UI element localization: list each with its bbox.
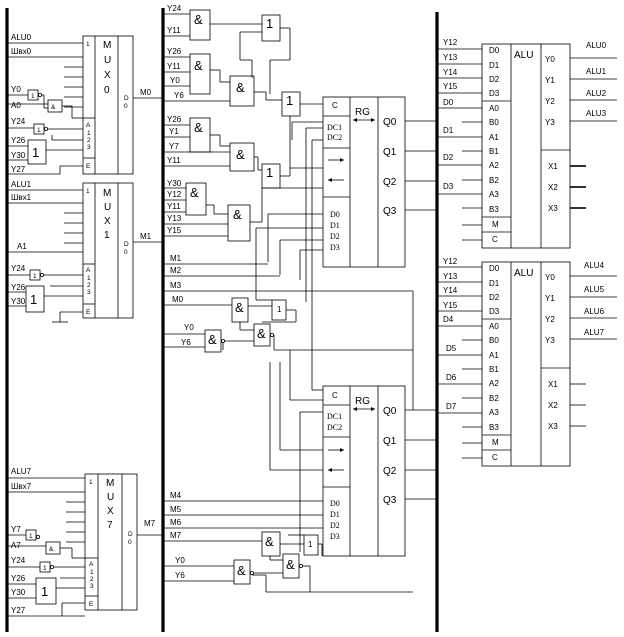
svg-text:Y1: Y1 bbox=[545, 294, 555, 303]
svg-text:&: & bbox=[233, 207, 242, 222]
svg-text:U: U bbox=[104, 202, 112, 213]
svg-text:Y6: Y6 bbox=[174, 91, 184, 100]
svg-text:&: & bbox=[194, 120, 203, 135]
svg-text:Y0: Y0 bbox=[184, 323, 194, 332]
svg-text:D3: D3 bbox=[443, 182, 454, 191]
svg-text:Y3: Y3 bbox=[545, 118, 555, 127]
svg-text:Y14: Y14 bbox=[443, 68, 458, 77]
svg-text:D1: D1 bbox=[330, 510, 340, 519]
svg-text:DC1: DC1 bbox=[327, 412, 343, 421]
svg-text:ALU7: ALU7 bbox=[584, 328, 605, 337]
svg-text:Y26: Y26 bbox=[167, 115, 182, 124]
svg-text:D0: D0 bbox=[489, 264, 500, 273]
svg-text:U: U bbox=[107, 492, 115, 503]
svg-text:M2: M2 bbox=[170, 266, 182, 275]
svg-text:Y24: Y24 bbox=[167, 4, 182, 13]
svg-text:Y1: Y1 bbox=[545, 76, 555, 85]
svg-text:A: A bbox=[89, 561, 94, 568]
svg-text:Y0: Y0 bbox=[545, 273, 555, 282]
svg-text:3: 3 bbox=[90, 583, 94, 590]
svg-text:D2: D2 bbox=[330, 521, 340, 530]
svg-text:Q2: Q2 bbox=[383, 466, 397, 477]
svg-text:Y11: Y11 bbox=[167, 202, 181, 211]
svg-text:D0: D0 bbox=[489, 46, 500, 55]
svg-text:&: & bbox=[49, 546, 54, 553]
svg-text:B2: B2 bbox=[489, 394, 499, 403]
svg-text:A2: A2 bbox=[489, 379, 499, 388]
svg-text:Y30: Y30 bbox=[11, 588, 26, 597]
svg-text:1: 1 bbox=[277, 305, 282, 314]
svg-text:M0: M0 bbox=[172, 295, 184, 304]
svg-text:0: 0 bbox=[124, 103, 128, 110]
svg-text:2: 2 bbox=[87, 282, 91, 289]
svg-text:Y3: Y3 bbox=[545, 336, 555, 345]
svg-text:Y13: Y13 bbox=[167, 214, 182, 223]
svg-text:Q1: Q1 bbox=[383, 147, 397, 158]
svg-text:A: A bbox=[86, 122, 91, 129]
svg-text:Y11: Y11 bbox=[167, 62, 181, 71]
svg-text:D3: D3 bbox=[330, 243, 340, 252]
svg-text:Y24: Y24 bbox=[11, 556, 26, 565]
mux1-in-shvx1: Швх1 bbox=[11, 193, 32, 202]
svg-text:&: & bbox=[236, 147, 245, 162]
svg-text:1: 1 bbox=[86, 188, 90, 195]
svg-text:D: D bbox=[124, 241, 129, 248]
svg-text:A3: A3 bbox=[489, 190, 499, 199]
svg-text:M1: M1 bbox=[170, 254, 182, 263]
svg-text:Y15: Y15 bbox=[443, 301, 458, 310]
svg-text:D2: D2 bbox=[443, 153, 454, 162]
svg-text:D3: D3 bbox=[330, 532, 340, 541]
svg-text:X1: X1 bbox=[548, 162, 558, 171]
svg-text:ALU6: ALU6 bbox=[584, 307, 605, 316]
svg-text:1: 1 bbox=[308, 540, 313, 549]
rg-top-title: RG bbox=[355, 107, 370, 118]
svg-text:Q0: Q0 bbox=[383, 406, 397, 417]
svg-text:ALU3: ALU3 bbox=[586, 109, 607, 118]
svg-text:Y12: Y12 bbox=[167, 190, 182, 199]
svg-text:Y15: Y15 bbox=[167, 226, 182, 235]
svg-text:D2: D2 bbox=[489, 75, 500, 84]
svg-text:Y2: Y2 bbox=[545, 97, 555, 106]
control-logic-top bbox=[163, 4, 323, 241]
svg-text:B1: B1 bbox=[489, 147, 499, 156]
svg-text:Y12: Y12 bbox=[443, 257, 458, 266]
svg-text:D0: D0 bbox=[443, 98, 454, 107]
svg-text:Q1: Q1 bbox=[383, 436, 397, 447]
svg-text:M6: M6 bbox=[170, 518, 182, 527]
svg-text:2: 2 bbox=[87, 137, 91, 144]
register-bottom bbox=[323, 386, 437, 556]
svg-text:C: C bbox=[492, 235, 498, 244]
mux0-title-2: X bbox=[104, 70, 111, 81]
rg-bot-title: RG bbox=[355, 396, 370, 407]
svg-text:D6: D6 bbox=[446, 373, 457, 382]
svg-text:Y15: Y15 bbox=[443, 82, 458, 91]
svg-text:1: 1 bbox=[41, 584, 49, 599]
svg-text:A0: A0 bbox=[489, 322, 499, 331]
mux7-out-m7: M7 bbox=[144, 519, 156, 528]
svg-text:Y30: Y30 bbox=[11, 151, 26, 160]
svg-text:Y0: Y0 bbox=[545, 55, 555, 64]
mid-bus-lines bbox=[163, 254, 413, 352]
svg-text:Y1: Y1 bbox=[169, 127, 179, 136]
mux0-block bbox=[7, 33, 163, 174]
svg-text:Y27: Y27 bbox=[11, 165, 26, 174]
svg-text:Y26: Y26 bbox=[11, 283, 26, 292]
svg-text:B1: B1 bbox=[489, 365, 499, 374]
svg-text:Q3: Q3 bbox=[383, 495, 397, 506]
svg-text:1: 1 bbox=[37, 127, 41, 134]
svg-text:A1: A1 bbox=[489, 133, 499, 142]
svg-text:Y30: Y30 bbox=[167, 179, 182, 188]
svg-text:C: C bbox=[332, 391, 338, 400]
svg-text:1: 1 bbox=[286, 93, 294, 108]
svg-text:ALU0: ALU0 bbox=[586, 41, 607, 50]
svg-text:0: 0 bbox=[128, 539, 132, 546]
svg-text:M: M bbox=[106, 478, 115, 489]
svg-text:&: & bbox=[194, 12, 203, 27]
mux0-title-0: M bbox=[103, 40, 112, 51]
svg-text:A7: A7 bbox=[11, 541, 21, 550]
mux0-in-alu0: ALU0 bbox=[11, 33, 32, 42]
svg-text:M5: M5 bbox=[170, 505, 182, 514]
svg-text:D3: D3 bbox=[489, 307, 500, 316]
svg-text:1: 1 bbox=[90, 569, 94, 576]
svg-text:3: 3 bbox=[87, 289, 91, 296]
svg-text:Q2: Q2 bbox=[383, 177, 397, 188]
svg-text:Y27: Y27 bbox=[11, 606, 26, 615]
mux0-title-3: 0 bbox=[104, 85, 110, 96]
svg-text:1: 1 bbox=[33, 273, 37, 280]
svg-text:Q0: Q0 bbox=[383, 117, 397, 128]
svg-text:X: X bbox=[104, 216, 111, 227]
svg-text:Y11: Y11 bbox=[167, 156, 181, 165]
mux0-pin-1: 1 bbox=[86, 41, 90, 48]
svg-text:Y26: Y26 bbox=[11, 136, 26, 145]
mux0-out-m0: M0 bbox=[140, 88, 152, 97]
svg-text:M: M bbox=[492, 438, 499, 447]
svg-text:M4: M4 bbox=[170, 491, 182, 500]
svg-text:E: E bbox=[86, 309, 91, 316]
svg-text:&: & bbox=[265, 534, 274, 549]
svg-text:1: 1 bbox=[266, 16, 274, 31]
svg-text:Y11: Y11 bbox=[167, 26, 181, 35]
register-top bbox=[323, 97, 437, 267]
svg-text:Y24: Y24 bbox=[11, 264, 26, 273]
svg-text:Y26: Y26 bbox=[11, 574, 26, 583]
svg-text:D0: D0 bbox=[330, 499, 340, 508]
svg-text:D2: D2 bbox=[330, 232, 340, 241]
svg-text:C: C bbox=[492, 453, 498, 462]
svg-text:Y0: Y0 bbox=[11, 85, 21, 94]
svg-text:C: C bbox=[332, 101, 338, 110]
svg-text:1: 1 bbox=[87, 130, 91, 137]
svg-text:X: X bbox=[107, 506, 114, 517]
svg-text:Y12: Y12 bbox=[443, 38, 458, 47]
svg-text:7: 7 bbox=[107, 520, 113, 531]
svg-text:Q3: Q3 bbox=[383, 206, 397, 217]
svg-text:Y7: Y7 bbox=[169, 142, 179, 151]
svg-text:Y7: Y7 bbox=[11, 525, 21, 534]
svg-text:Y2: Y2 bbox=[545, 315, 555, 324]
svg-text:B2: B2 bbox=[489, 176, 499, 185]
svg-text:&: & bbox=[257, 326, 266, 341]
svg-text:Y24: Y24 bbox=[11, 117, 26, 126]
svg-text:1: 1 bbox=[32, 145, 40, 160]
svg-text:B3: B3 bbox=[489, 205, 499, 214]
svg-text:Y6: Y6 bbox=[175, 571, 185, 580]
svg-text:&: & bbox=[286, 557, 295, 572]
svg-text:A1: A1 bbox=[17, 242, 27, 251]
svg-text:&: & bbox=[190, 185, 199, 200]
svg-text:A0: A0 bbox=[489, 104, 499, 113]
svg-text:1: 1 bbox=[29, 533, 33, 540]
svg-text:M: M bbox=[492, 220, 499, 229]
svg-text:0: 0 bbox=[124, 249, 128, 256]
svg-text:1: 1 bbox=[266, 165, 274, 180]
svg-text:DC2: DC2 bbox=[327, 133, 343, 142]
svg-text:&: & bbox=[51, 104, 56, 111]
svg-text:M: M bbox=[103, 188, 112, 199]
svg-text:ALU1: ALU1 bbox=[586, 67, 607, 76]
svg-text:A1: A1 bbox=[489, 351, 499, 360]
svg-text:X3: X3 bbox=[548, 204, 558, 213]
svg-text:D1: D1 bbox=[330, 221, 340, 230]
svg-text:D0: D0 bbox=[330, 210, 340, 219]
svg-text:D: D bbox=[128, 531, 133, 538]
svg-text:D5: D5 bbox=[446, 344, 457, 353]
svg-text:ALU5: ALU5 bbox=[584, 285, 605, 294]
svg-text:D4: D4 bbox=[443, 315, 454, 324]
svg-text:ALU4: ALU4 bbox=[584, 261, 605, 270]
svg-text:Y14: Y14 bbox=[443, 286, 458, 295]
svg-text:1: 1 bbox=[87, 275, 91, 282]
mux0-title-1: U bbox=[104, 55, 112, 66]
svg-text:1: 1 bbox=[30, 292, 38, 307]
svg-text:A2: A2 bbox=[489, 161, 499, 170]
svg-text:X2: X2 bbox=[548, 401, 558, 410]
svg-text:E: E bbox=[86, 163, 91, 170]
svg-text:A: A bbox=[86, 267, 91, 274]
svg-text:&: & bbox=[235, 300, 244, 315]
svg-text:1: 1 bbox=[31, 93, 35, 100]
mux1-in-alu1: ALU1 bbox=[11, 180, 32, 189]
svg-text:X1: X1 bbox=[548, 380, 558, 389]
svg-text:Y13: Y13 bbox=[443, 272, 458, 281]
svg-text:2: 2 bbox=[90, 576, 94, 583]
svg-text:D1: D1 bbox=[489, 279, 500, 288]
svg-text:Y6: Y6 bbox=[181, 338, 191, 347]
svg-text:D3: D3 bbox=[489, 89, 500, 98]
svg-text:D7: D7 bbox=[446, 402, 457, 411]
svg-text:Y0: Y0 bbox=[175, 556, 185, 565]
alu-bot-title: ALU bbox=[514, 268, 534, 279]
svg-text:DC1: DC1 bbox=[327, 123, 343, 132]
svg-text:Y26: Y26 bbox=[167, 47, 182, 56]
mux1-block bbox=[7, 180, 163, 322]
mux7-in-shvx7: Швх7 bbox=[11, 482, 32, 491]
alu-top bbox=[437, 38, 617, 248]
svg-text:3: 3 bbox=[87, 144, 91, 151]
svg-text:X3: X3 bbox=[548, 422, 558, 431]
svg-text:M7: M7 bbox=[170, 531, 182, 540]
svg-text:DC2: DC2 bbox=[327, 423, 343, 432]
svg-text:M3: M3 bbox=[170, 281, 182, 290]
svg-text:&: & bbox=[236, 80, 245, 95]
svg-text:D2: D2 bbox=[489, 293, 500, 302]
svg-text:B0: B0 bbox=[489, 336, 499, 345]
svg-text:E: E bbox=[89, 601, 94, 608]
svg-text:ALU2: ALU2 bbox=[586, 89, 607, 98]
mux1-out-m1: M1 bbox=[140, 232, 152, 241]
svg-text:Y0: Y0 bbox=[170, 76, 180, 85]
svg-text:Y30: Y30 bbox=[11, 297, 26, 306]
mux7-block bbox=[7, 467, 163, 616]
svg-text:1: 1 bbox=[104, 230, 110, 241]
mux0-in-shvx0: Швх0 bbox=[11, 47, 32, 56]
mux7-in-alu7: ALU7 bbox=[11, 467, 32, 476]
svg-text:B0: B0 bbox=[489, 118, 499, 127]
alu-top-title: ALU bbox=[514, 50, 534, 61]
svg-text:A3: A3 bbox=[489, 408, 499, 417]
svg-text:Y13: Y13 bbox=[443, 53, 458, 62]
svg-text:&: & bbox=[194, 58, 203, 73]
svg-text:D: D bbox=[124, 95, 129, 102]
svg-text:D1: D1 bbox=[489, 61, 500, 70]
svg-text:A0: A0 bbox=[11, 101, 21, 110]
svg-text:&: & bbox=[237, 563, 246, 578]
svg-text:1: 1 bbox=[43, 565, 47, 572]
svg-text:1: 1 bbox=[89, 479, 93, 486]
svg-text:B3: B3 bbox=[489, 423, 499, 432]
svg-text:X2: X2 bbox=[548, 183, 558, 192]
svg-text:&: & bbox=[208, 332, 217, 347]
svg-text:D1: D1 bbox=[443, 126, 454, 135]
alu-bottom bbox=[437, 257, 617, 466]
